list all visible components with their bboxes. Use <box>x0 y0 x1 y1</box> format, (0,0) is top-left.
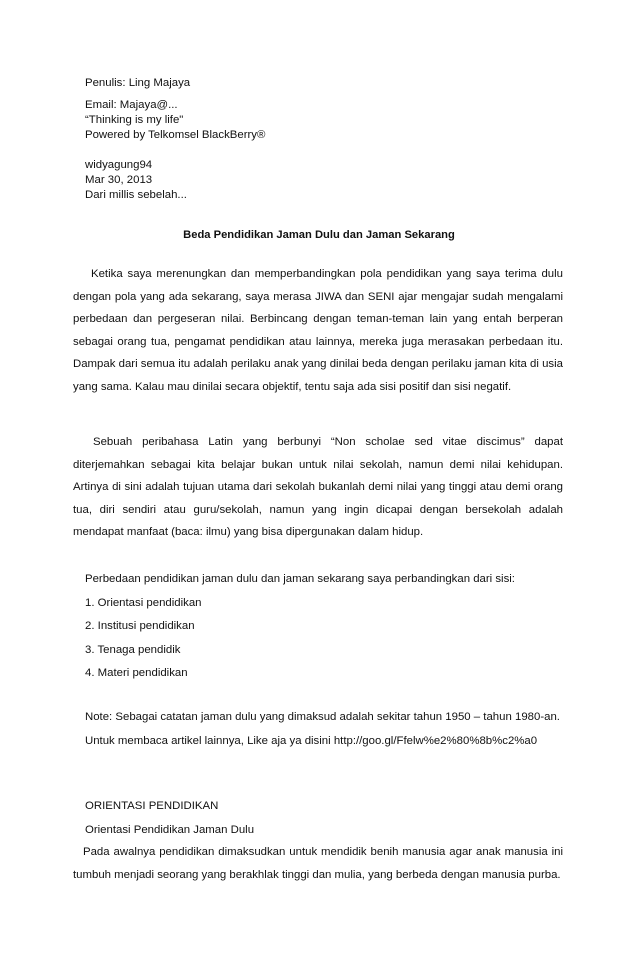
date-line: Mar 30, 2013 <box>85 174 153 186</box>
powered-line: Powered by Telkomsel BlackBerry® <box>85 129 266 141</box>
header-block <box>85 76 265 203</box>
list-item: 2. Institusi pendidikan <box>85 620 195 632</box>
author-line: Penulis: Ling Majaya <box>85 77 191 89</box>
list-item: 1. Orientasi pendidikan <box>85 596 202 609</box>
username-line: widyagung94 <box>85 159 153 171</box>
paragraph-1: Ketika saya merenungkan dan memperbandingkan pola pendidikan yang saya terima dulu dengan pola yang ada sekarang, saya merasa JIWA dan SENI ajar mengajar sudah mengalami perbedaan dan pergeseran nilai. Berbincang dengan teman-teman lain yang entah berperan sebagai orang tua, pengamat pendidikan atau lainnya, mereka juga merasakan perbedaan itu. Dampak dari semua itu adalah perilaku anak yang dinilai beda dengan perilaku jaman kita di usia yang sama. Kalau mau dinilai secara objektif, tentu saja ada sisi positif dan sisi negatif. <box>73 268 563 393</box>
paragraph-2: Sebuah peribahasa Latin yang berbunyi “Non scholae sed vitae discimus” dapat diterjemahkan sebagai kita belajar bukan untuk nilai sekolah, namun demi nilai kehidupan. Artinya di sini adalah tujuan utama dari sekolah bukanlah demi nilai yang tinggi atau demi orang tua, diri sendiri atau guru/sekolah, namun yang ingin dicapai dengan bersekolah adalah mendapat manfaat (baca: ilmu) yang bisa dipergunakan dalam hidup. <box>73 436 563 538</box>
link-line: Untuk membaca artikel lainnya, Like aja ya disini http://goo.gl/Ffelw%e2%80%8b%c2%a0 <box>85 734 538 747</box>
section-block <box>85 795 254 842</box>
section-heading: ORIENTASI PENDIDIKAN <box>85 800 219 812</box>
note-block <box>85 706 560 753</box>
comparison-list <box>85 568 515 686</box>
list-item: 4. Materi pendidikan <box>85 667 188 679</box>
motto-line: “Thinking is my life" <box>85 114 184 126</box>
source-line: Dari millis sebelah... <box>85 189 187 201</box>
list-item: 3. Tenaga pendidik <box>85 643 181 656</box>
subsection-heading: Orientasi Pendidikan Jaman Dulu <box>85 823 255 836</box>
article-title: Beda Pendidikan Jaman Dulu dan Jaman Sekarang <box>183 229 455 241</box>
email-line: Email: Majaya@... <box>85 99 178 111</box>
note-line: Note: Sebagai catatan jaman dulu yang dimaksud adalah sekitar tahun 1950 – tahun 1980-an. <box>85 711 560 723</box>
paragraph-3: Pada awalnya pendidikan dimaksudkan untuk mendidik benih manusia agar anak manusia ini tumbuh menjadi seorang yang berakhlak tinggi dan mulia, yang berbeda dengan manusia purba. <box>73 846 563 881</box>
comparison-intro: Perbedaan pendidikan jaman dulu dan jaman sekarang saya perbandingkan dari sisi: <box>85 573 515 585</box>
